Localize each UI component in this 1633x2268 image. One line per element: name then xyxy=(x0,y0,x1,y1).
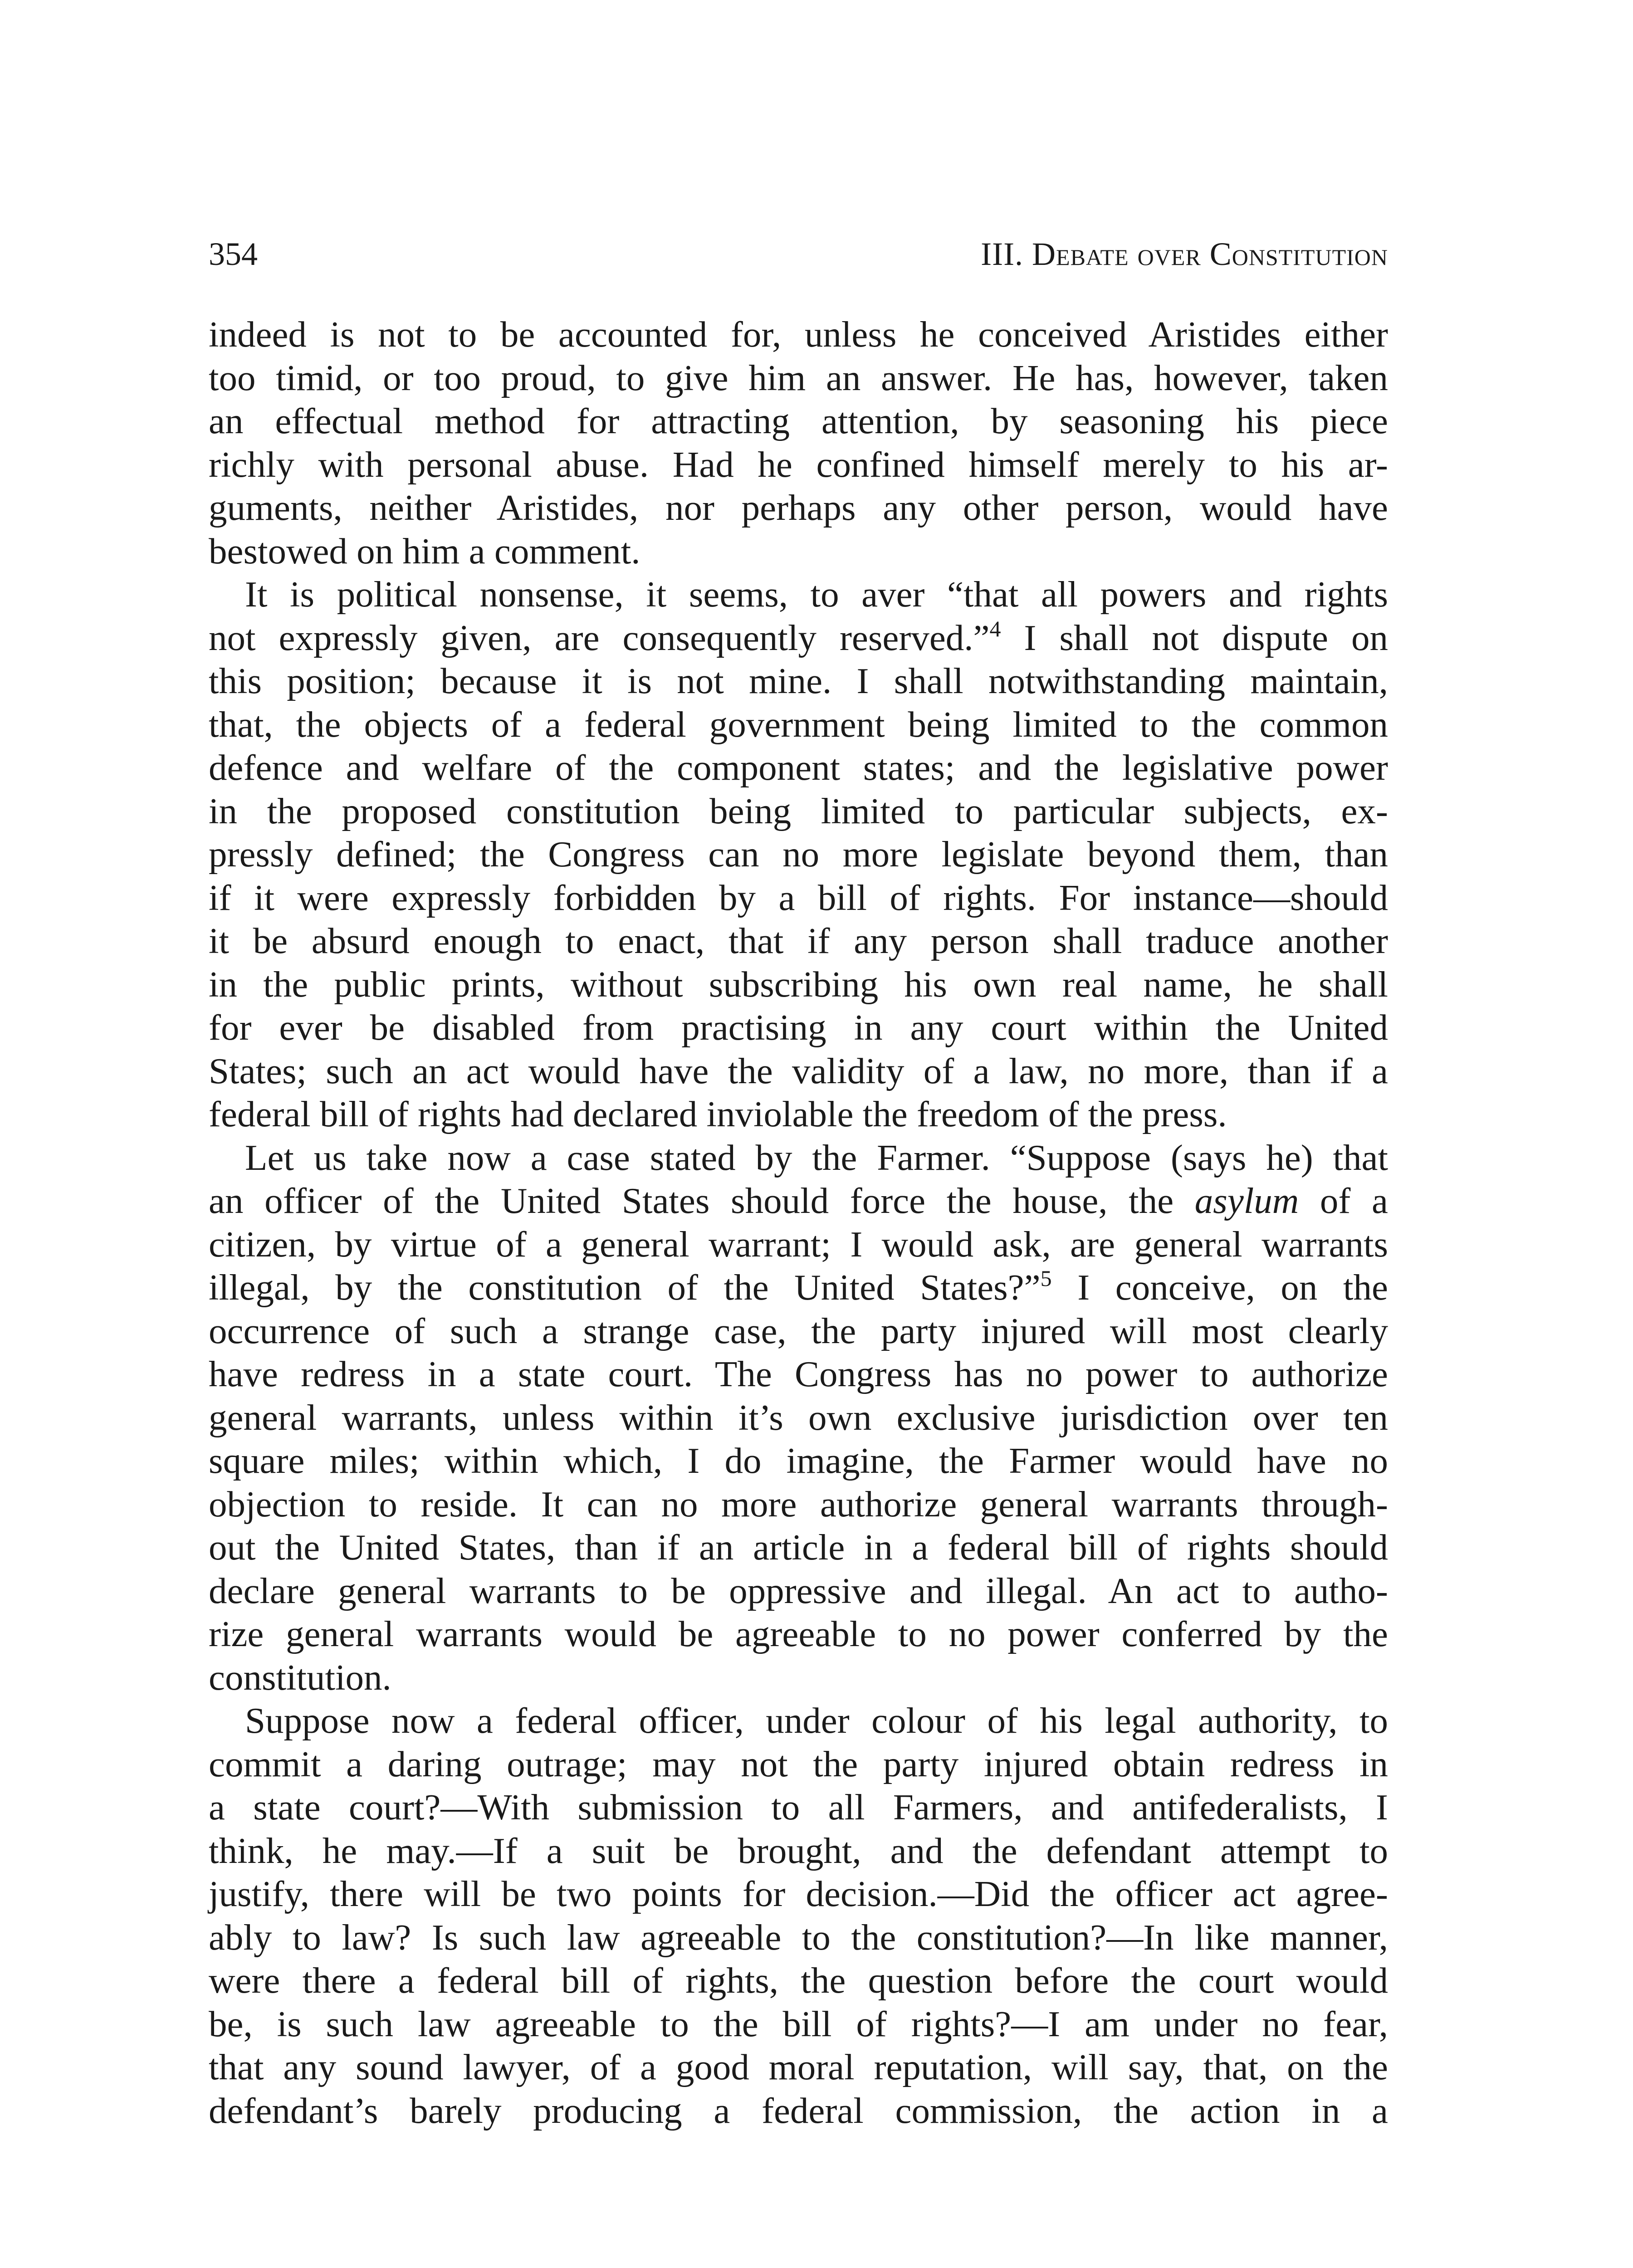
text-segment: I shall not dispute on xyxy=(1001,617,1388,658)
text-line: rize general warrants would be agreeable to no power conferred by the xyxy=(209,1613,1388,1654)
paragraph-2 xyxy=(209,573,1388,1136)
text-line: commit a daring outrage; may not the party injured obtain redress in xyxy=(209,1743,1388,1784)
text-line: indeed is not to be accounted for, unless he conceived Aristides either xyxy=(209,314,1388,355)
text-line: Let us take now a case stated by the Farmer. “Suppose (says he) that xyxy=(245,1137,1388,1178)
text-line: this position; because it is not mine. I shall notwithstanding maintain, xyxy=(209,660,1388,701)
text-line-with-note xyxy=(209,616,1388,660)
text-line: defendant’s barely producing a federal commission, the action in a xyxy=(209,2090,1388,2131)
text-line: federal bill of rights had declared inviolable the freedom of the press. xyxy=(209,1094,1227,1134)
text-line: an effectual method for attracting attention, by seasoning his piece xyxy=(209,401,1388,441)
text-line: constitution. xyxy=(209,1657,391,1698)
italic-word: asylum xyxy=(1194,1180,1299,1221)
text-line: be, is such law agreeable to the bill of rights?—I am under no fear, xyxy=(209,2003,1388,2044)
paragraph-1 xyxy=(209,313,1388,573)
text-line: that any sound lawyer, of a good moral reputation, will say, that, on the xyxy=(209,2047,1388,2087)
text-line: that, the objects of a federal government being limited to the common xyxy=(209,704,1388,745)
text-segment: not expressly given, are consequently reserved.” xyxy=(209,617,990,658)
text-line: in the public prints, without subscribing his own real name, he shall xyxy=(209,963,1388,1005)
body-text xyxy=(209,313,1388,2132)
text-line: square miles; within which, I do imagine, the Farmer would have no xyxy=(209,1440,1388,1481)
paragraph-3 xyxy=(209,1136,1388,1700)
text-line: too timid, or too proud, to give him an answer. He has, however, taken xyxy=(209,357,1388,398)
text-line: it be absurd enough to enact, that if any person shall traduce another xyxy=(209,920,1388,961)
text-line: objection to reside. It can no more authorize general warrants through- xyxy=(209,1483,1388,1525)
text-line: ably to law? Is such law agreeable to the constitution?—In like manner, xyxy=(209,1916,1388,1958)
text-line: citizen, by virtue of a general warrant; I would ask, are general warrants xyxy=(209,1223,1388,1265)
footnote-ref-5[interactable]: 5 xyxy=(1040,1266,1052,1291)
text-segment: of a xyxy=(1299,1180,1388,1221)
running-head xyxy=(209,227,1388,281)
text-line: in the proposed constitution being limited to particular subjects, ex- xyxy=(209,790,1388,831)
text-line: have redress in a state court. The Congress has no power to authorize xyxy=(209,1354,1388,1394)
text-line: States; such an act would have the validity of a law, no more, than if a xyxy=(209,1050,1388,1091)
paragraph-4 xyxy=(209,1699,1388,2132)
text-line: Suppose now a federal officer, under colour of his legal authority, to xyxy=(245,1700,1388,1741)
text-line: pressly defined; the Congress can no more legislate beyond them, than xyxy=(209,834,1388,875)
text-line: bestowed on him a comment. xyxy=(209,530,640,572)
text-line: out the United States, than if an article in a federal bill of rights should xyxy=(209,1527,1388,1568)
text-line: if it were expressly forbidden by a bill of rights. For instance—should xyxy=(209,877,1388,918)
running-title-text: Debate over Constitution xyxy=(1032,236,1388,272)
text-line: richly with personal abuse. Had he confined himself merely to his ar- xyxy=(209,444,1388,485)
text-line: general warrants, unless within it’s own exclusive jurisdiction over ten xyxy=(209,1397,1388,1438)
text-line: guments, neither Aristides, nor perhaps any other person, would have xyxy=(209,487,1388,528)
text-segment: an officer of the United States should force the house, the xyxy=(209,1180,1195,1221)
text-line: for ever be disabled from practising in any court within the United xyxy=(209,1007,1388,1048)
text-line-with-note xyxy=(209,1266,1388,1310)
text-line: It is political nonsense, it seems, to aver “that all powers and rights xyxy=(245,574,1388,615)
text-line-with-italic xyxy=(209,1179,1388,1223)
text-line: justify, there will be two points for decision.—Did the officer act agree- xyxy=(209,1873,1388,1914)
text-line: defence and welfare of the component states; and the legislative power xyxy=(209,747,1388,788)
page-number: 354 xyxy=(209,236,258,272)
text-line: declare general warrants to be oppressive and illegal. An act to autho- xyxy=(209,1570,1388,1611)
running-title xyxy=(981,227,1388,281)
text-line: were there a federal bill of rights, the question before the court would xyxy=(209,1960,1388,2001)
running-title-roman: III. xyxy=(981,236,1024,272)
text-line: occurrence of such a strange case, the party injured will most clearly xyxy=(209,1310,1388,1351)
text-segment: I conceive, on the xyxy=(1051,1267,1388,1308)
text-segment: illegal, by the constitution of the United States?” xyxy=(209,1267,1041,1308)
text-line: think, he may.—If a suit be brought, and the defendant attempt to xyxy=(209,1830,1388,1871)
footnote-ref-4[interactable]: 4 xyxy=(989,616,1001,641)
text-line: a state court?—With submission to all Farmers, and antifederalists, I xyxy=(209,1787,1388,1828)
